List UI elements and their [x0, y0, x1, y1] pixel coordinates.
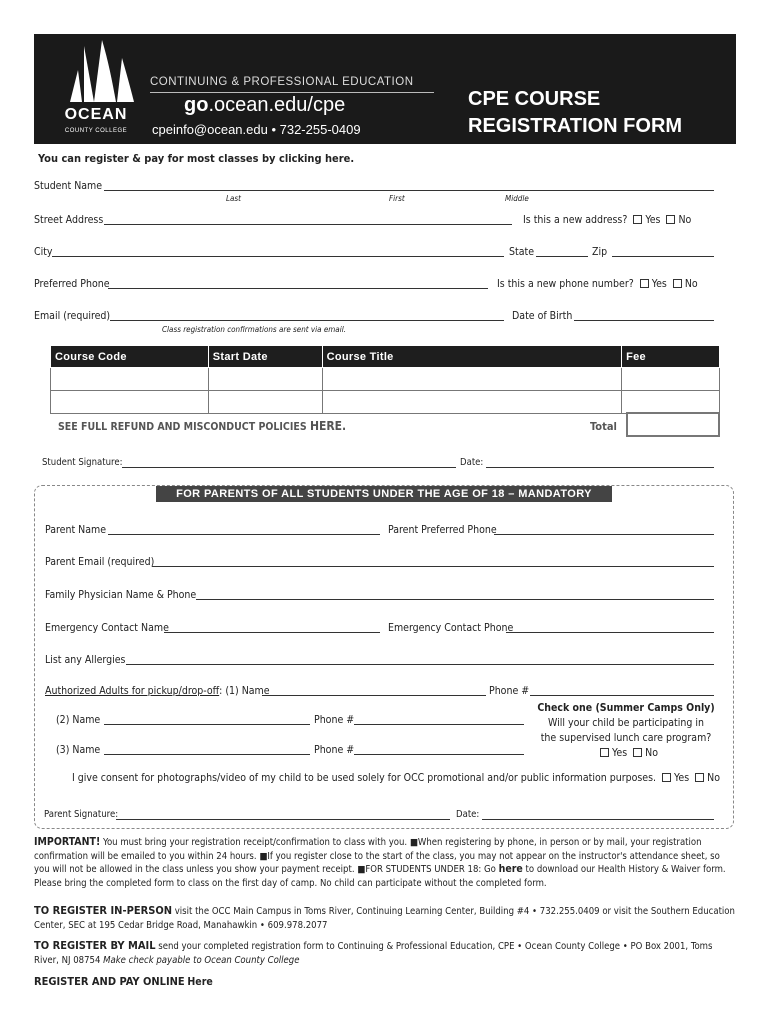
fee-cell[interactable] — [622, 368, 720, 391]
register-online-link[interactable]: You can register & pay for most classes by clicking here. — [38, 152, 355, 165]
register-in-person: TO REGISTER IN-PERSON visit the OCC Main Campus in Toms River, Continuing Learning Center, Building #4 • 732.255.0409 or visit the Southern Education Center, SEC at 195 Cedar Bridge Road, Manahawkin • 609.978.2077 — [34, 904, 735, 931]
divider — [150, 92, 434, 93]
lunch-yes-checkbox[interactable] — [600, 748, 609, 757]
email-label: Email (required) — [34, 310, 111, 322]
street-address-field[interactable] — [104, 215, 512, 225]
course-table — [50, 345, 720, 414]
zip-label: Zip — [592, 246, 608, 258]
new-address-question: Is this a new address? Yes No — [523, 214, 692, 226]
date-of-birth-label: Date of Birth — [512, 310, 573, 322]
ocean-county-college-logo — [50, 40, 142, 140]
course-code-cell[interactable] — [51, 391, 209, 414]
state-label: State — [509, 246, 535, 258]
consent-no-checkbox[interactable] — [695, 773, 704, 782]
student-date-label: Date: — [460, 457, 484, 468]
state-field[interactable] — [536, 247, 588, 257]
register-online-here-link[interactable]: Here — [187, 976, 213, 988]
authorized-phone-2-label: Phone # — [314, 714, 355, 726]
first-name-caption: First — [389, 194, 405, 203]
preferred-phone-label: Preferred Phone — [34, 278, 110, 290]
course-code-cell[interactable] — [51, 368, 209, 391]
policies-link[interactable]: HERE. — [309, 419, 347, 433]
street-address-label: Street Address — [34, 214, 104, 226]
photo-consent: I give consent for photographs/video of my child to be used solely for OCC promotional and/or public information purposes. Yes No — [72, 772, 720, 784]
date-of-birth-field[interactable] — [574, 311, 714, 321]
header-banner — [34, 34, 736, 144]
city-field[interactable] — [52, 247, 504, 257]
student-date-field[interactable] — [486, 458, 714, 468]
authorized-name-3-label: (3) Name — [56, 744, 101, 756]
contact-info: cpeinfo@ocean.edu • 732-255-0409 — [152, 122, 361, 137]
course-title-cell[interactable] — [322, 368, 622, 391]
new-phone-yes-checkbox[interactable] — [640, 279, 649, 288]
new-phone-question: Is this a new phone number? Yes No — [497, 278, 698, 290]
email-note: Class registration confirmations are sent via email. — [162, 325, 346, 334]
website-link[interactable]: go.ocean.edu/cpe — [184, 94, 346, 116]
fee-cell[interactable] — [622, 391, 720, 414]
consent-yes-checkbox[interactable] — [662, 773, 671, 782]
emergency-phone-field[interactable] — [506, 623, 714, 633]
authorized-phone-3-label: Phone # — [314, 744, 355, 756]
parent-phone-field[interactable] — [494, 525, 714, 535]
physician-label: Family Physician Name & Phone — [45, 589, 197, 601]
table-header-row — [51, 346, 720, 368]
physician-field[interactable] — [196, 590, 714, 600]
table-row — [51, 368, 720, 391]
policies-note: SEE FULL REFUND AND MISCONDUCT POLICIES HERE. — [58, 419, 347, 433]
column-header: Start Date — [208, 346, 322, 368]
parent-phone-label: Parent Preferred Phone — [388, 524, 497, 536]
start-date-cell[interactable] — [208, 368, 322, 391]
register-by-mail: TO REGISTER BY MAIL send your completed registration form to Continuing & Professional Education, CPE • Ocean County College • PO Box 2001, Toms River, NJ 08754 Make check payable to Ocean County College — [34, 939, 713, 966]
start-date-cell[interactable] — [208, 391, 322, 414]
health-form-link[interactable]: here — [498, 863, 523, 875]
total-label: Total — [590, 420, 617, 433]
authorized-phone-1-field[interactable] — [530, 686, 714, 696]
email-field[interactable] — [110, 311, 504, 321]
register-online: REGISTER AND PAY ONLINE Here — [34, 975, 213, 988]
column-header: Course Code — [51, 346, 209, 368]
parent-email-field[interactable] — [152, 557, 714, 567]
parent-date-label: Date: — [456, 809, 480, 820]
parent-email-label: Parent Email (required) — [45, 556, 155, 568]
authorized-name-2-label: (2) Name — [56, 714, 101, 726]
student-name-field[interactable] — [104, 181, 714, 191]
logo-word: OCEAN — [64, 106, 128, 123]
allergies-field[interactable] — [126, 655, 714, 665]
parent-signature-field[interactable] — [116, 810, 450, 820]
important-notice: IMPORTANT! You must bring your registration receipt/confirmation to class with you. ■When registering by phone, in person or by mail, your registration confirmation will be emailed to you within 24 hours. ■If you register close to the start of the class, you may not appear on the instructor's attendance sheet, so you will not be allowed in the class unless you show your payment receipt. ■FOR STUDENTS UNDER 18: Go here to download our Health History & Waiver form. Please bring the completed form to class on the first day of camp. No child can participate without the completed form. — [34, 836, 726, 889]
emergency-phone-label: Emergency Contact Phone — [388, 622, 514, 634]
new-address-yes-checkbox[interactable] — [633, 215, 642, 224]
sailboat-icon — [50, 40, 142, 106]
parent-signature-label: Parent Signature: — [44, 809, 119, 820]
emergency-name-field[interactable] — [164, 623, 380, 633]
lunch-program-question: Check one (Summer Camps Only) Will your child be participating in the supervised lunch care program? Yes No — [537, 702, 715, 759]
city-label: City — [34, 246, 53, 258]
zip-field[interactable] — [612, 247, 714, 257]
preferred-phone-field[interactable] — [108, 279, 488, 289]
allergies-label: List any Allergies — [45, 654, 126, 666]
department-name: CONTINUING & PROFESSIONAL EDUCATION — [150, 76, 414, 88]
parent-name-label: Parent Name — [45, 524, 107, 536]
authorized-name-3-field[interactable] — [104, 745, 310, 755]
new-address-no-checkbox[interactable] — [666, 215, 675, 224]
student-signature-field[interactable] — [122, 458, 456, 468]
middle-name-caption: Middle — [505, 194, 529, 203]
authorized-adults-label: Authorized Adults for pickup/drop-off: (1) Name — [45, 685, 270, 697]
parents-banner: FOR PARENTS OF ALL STUDENTS UNDER THE AGE OF 18 – MANDATORY — [156, 486, 612, 502]
parent-name-field[interactable] — [108, 525, 380, 535]
form-title: CPE COURSE REGISTRATION FORM — [468, 88, 683, 137]
column-header: Fee — [622, 346, 720, 368]
new-phone-no-checkbox[interactable] — [673, 279, 682, 288]
parent-date-field[interactable] — [482, 810, 714, 820]
student-signature-label: Student Signature: — [42, 457, 123, 468]
authorized-phone-2-field[interactable] — [354, 715, 524, 725]
logo-subtitle: COUNTY COLLEGE — [64, 128, 128, 134]
total-field[interactable] — [626, 412, 720, 437]
authorized-phone-3-field[interactable] — [354, 745, 524, 755]
authorized-name-2-field[interactable] — [104, 715, 310, 725]
column-header: Course Title — [322, 346, 622, 368]
course-title-cell[interactable] — [322, 391, 622, 414]
emergency-name-label: Emergency Contact Name — [45, 622, 169, 634]
authorized-phone-1-label: Phone # — [489, 685, 530, 697]
student-name-label: Student Name — [34, 180, 103, 192]
table-row — [51, 391, 720, 414]
last-name-caption: Last — [226, 194, 241, 203]
authorized-name-1-field[interactable] — [262, 686, 486, 696]
lunch-no-checkbox[interactable] — [633, 748, 642, 757]
